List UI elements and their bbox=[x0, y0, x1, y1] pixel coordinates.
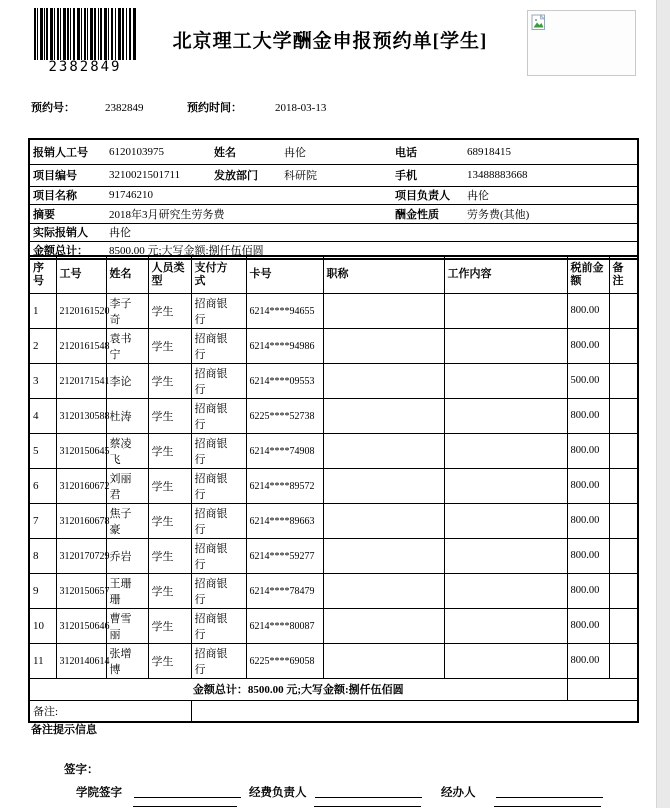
remark-value-cell bbox=[191, 700, 638, 722]
cell-job-title bbox=[323, 363, 444, 398]
cell-work-id: 3120170729 bbox=[56, 538, 106, 573]
cell-name: 曹雪丽 bbox=[106, 608, 148, 643]
cell-job-title bbox=[323, 538, 444, 573]
cell-job-title bbox=[323, 608, 444, 643]
summary-value: 2018年3月研究生劳务费 bbox=[106, 204, 392, 223]
cell-person-type: 学生 bbox=[148, 573, 191, 608]
cell-work-id: 3120140614 bbox=[56, 643, 106, 678]
actual-claimant-label: 实际报销人 bbox=[29, 223, 106, 241]
table-row bbox=[29, 328, 638, 363]
cell-seq: 8 bbox=[29, 538, 56, 573]
form-row bbox=[29, 204, 638, 223]
cell-card-number: 6214****80087 bbox=[246, 608, 323, 643]
reservation-number-value: 2382849 bbox=[105, 102, 144, 114]
cell-card-number: 6214****94655 bbox=[246, 293, 323, 328]
claimant-id-value: 6120103975 bbox=[106, 139, 211, 164]
cell-work-id: 3120160678 bbox=[56, 503, 106, 538]
reservation-number-label: 预约号： bbox=[31, 102, 75, 114]
cell-pretax-amount: 800.00 bbox=[567, 468, 609, 503]
cell-pretax-amount: 800.00 bbox=[567, 608, 609, 643]
phone-label: 电话 bbox=[392, 139, 464, 164]
payee-table-body bbox=[29, 293, 638, 678]
cell-remark bbox=[609, 608, 638, 643]
cell-person-type: 学生 bbox=[148, 433, 191, 468]
header-card-number: 卡号 bbox=[246, 256, 323, 293]
cell-remark bbox=[609, 503, 638, 538]
cell-remark bbox=[609, 643, 638, 678]
cell-name: 李论 bbox=[106, 363, 148, 398]
cell-pay-method: 招商银行 bbox=[191, 293, 246, 328]
issuing-dept-value: 科研院 bbox=[281, 164, 392, 186]
table-row bbox=[29, 608, 638, 643]
cell-work-id: 3120150646 bbox=[56, 608, 106, 643]
reservation-time-value: 2018-03-13 bbox=[275, 102, 327, 114]
name-value: 冉伦 bbox=[281, 139, 392, 164]
cell-seq: 9 bbox=[29, 573, 56, 608]
cell-seq: 2 bbox=[29, 328, 56, 363]
mobile-label: 手机 bbox=[392, 164, 464, 186]
cell-remark bbox=[609, 538, 638, 573]
signature-line-2 bbox=[494, 806, 601, 807]
cell-pay-method: 招商银行 bbox=[191, 328, 246, 363]
cell-name: 蔡凌飞 bbox=[106, 433, 148, 468]
table-row bbox=[29, 503, 638, 538]
cell-work-content bbox=[444, 328, 567, 363]
cell-person-type: 学生 bbox=[148, 538, 191, 573]
table-row bbox=[29, 538, 638, 573]
project-name-label: 项目名称 bbox=[29, 186, 106, 204]
cell-work-content bbox=[444, 643, 567, 678]
fund-leader-signature-label: 经费负责人 bbox=[249, 787, 307, 799]
cell-person-type: 学生 bbox=[148, 328, 191, 363]
form-row bbox=[29, 186, 638, 204]
signature-line-2 bbox=[133, 806, 237, 807]
cell-work-id: 2120161520 bbox=[56, 293, 106, 328]
header-job-title: 职称 bbox=[323, 256, 444, 293]
cell-card-number: 6214****78479 bbox=[246, 573, 323, 608]
cell-remark bbox=[609, 328, 638, 363]
table-row bbox=[29, 468, 638, 503]
header-seq: 序号 bbox=[29, 256, 56, 293]
cell-name: 袁书宁 bbox=[106, 328, 148, 363]
table-total-empty-cell bbox=[567, 678, 638, 700]
cell-person-type: 学生 bbox=[148, 643, 191, 678]
cell-pretax-amount: 800.00 bbox=[567, 328, 609, 363]
table-row bbox=[29, 398, 638, 433]
mobile-value: 13488883668 bbox=[464, 164, 638, 186]
table-row bbox=[29, 573, 638, 608]
cell-person-type: 学生 bbox=[148, 503, 191, 538]
cell-pretax-amount: 500.00 bbox=[567, 363, 609, 398]
broken-image-icon bbox=[531, 14, 547, 31]
project-leader-label: 项目负责人 bbox=[392, 186, 464, 204]
cell-person-type: 学生 bbox=[148, 468, 191, 503]
header-work-content: 工作内容 bbox=[444, 256, 567, 293]
barcode-number: 2382849 bbox=[48, 59, 122, 75]
cell-pay-method: 招商银行 bbox=[191, 398, 246, 433]
pay-nature-value: 劳务费(其他) bbox=[464, 204, 638, 223]
cell-work-id: 2120161548 bbox=[56, 328, 106, 363]
cell-job-title bbox=[323, 573, 444, 608]
total-amount-value: 8500.00 元;大写金额:捌仟伍佰圆 bbox=[106, 241, 638, 259]
claimant-id-label: 报销人工号 bbox=[29, 139, 106, 164]
cell-name: 乔岩 bbox=[106, 538, 148, 573]
cell-seq: 11 bbox=[29, 643, 56, 678]
table-row bbox=[29, 293, 638, 328]
cell-pay-method: 招商银行 bbox=[191, 538, 246, 573]
handler-signature-label: 经办人 bbox=[441, 787, 476, 799]
table-row bbox=[29, 643, 638, 678]
signature-line-2 bbox=[314, 806, 421, 807]
cell-pay-method: 招商银行 bbox=[191, 608, 246, 643]
name-label: 姓名 bbox=[211, 139, 281, 164]
cell-job-title bbox=[323, 398, 444, 433]
cell-seq: 7 bbox=[29, 503, 56, 538]
project-name-value: 91746210 bbox=[106, 186, 392, 204]
cell-work-id: 3120150657 bbox=[56, 573, 106, 608]
cell-card-number: 6225****52738 bbox=[246, 398, 323, 433]
cell-work-content bbox=[444, 468, 567, 503]
cell-name: 杜涛 bbox=[106, 398, 148, 433]
cell-seq: 5 bbox=[29, 433, 56, 468]
cell-work-content bbox=[444, 363, 567, 398]
cell-card-number: 6214****74908 bbox=[246, 433, 323, 468]
table-total-row bbox=[29, 678, 638, 700]
actual-claimant-value: 冉伦 bbox=[106, 223, 638, 241]
cell-job-title bbox=[323, 643, 444, 678]
cell-remark bbox=[609, 363, 638, 398]
cell-work-content bbox=[444, 608, 567, 643]
reservation-line bbox=[31, 99, 326, 115]
table-header-row bbox=[29, 256, 638, 293]
cell-name: 张增博 bbox=[106, 643, 148, 678]
cell-work-content bbox=[444, 538, 567, 573]
cell-work-id: 2120171541 bbox=[56, 363, 106, 398]
cell-pay-method: 招商银行 bbox=[191, 363, 246, 398]
header-name: 姓名 bbox=[106, 256, 148, 293]
cell-card-number: 6214****59277 bbox=[246, 538, 323, 573]
cell-pretax-amount: 800.00 bbox=[567, 573, 609, 608]
cell-remark bbox=[609, 573, 638, 608]
cell-work-content bbox=[444, 293, 567, 328]
header-pretax-amount: 税前金额 bbox=[567, 256, 609, 293]
cell-work-id: 3120150645 bbox=[56, 433, 106, 468]
cell-name: 王珊珊 bbox=[106, 573, 148, 608]
cell-pay-method: 招商银行 bbox=[191, 503, 246, 538]
college-signature-label: 学院签字 bbox=[76, 787, 122, 799]
cell-pretax-amount: 800.00 bbox=[567, 538, 609, 573]
table-row bbox=[29, 433, 638, 468]
cell-pretax-amount: 800.00 bbox=[567, 503, 609, 538]
cell-seq: 4 bbox=[29, 398, 56, 433]
cell-work-content bbox=[444, 398, 567, 433]
fund-leader-signature-line bbox=[315, 797, 422, 798]
signature-section-title: 签字： bbox=[64, 764, 99, 776]
cell-job-title bbox=[323, 433, 444, 468]
payee-table bbox=[28, 255, 639, 723]
cell-remark bbox=[609, 398, 638, 433]
cell-pretax-amount: 800.00 bbox=[567, 398, 609, 433]
cell-seq: 10 bbox=[29, 608, 56, 643]
summary-label: 摘要 bbox=[29, 204, 106, 223]
cell-card-number: 6214****89572 bbox=[246, 468, 323, 503]
total-amount-label: 金额总计： bbox=[29, 241, 106, 259]
remark-label: 备注: bbox=[29, 700, 191, 722]
page-title: 北京理工大学酬金申报预约单[学生] bbox=[172, 31, 488, 52]
project-leader-value: 冉伦 bbox=[464, 186, 638, 204]
cell-card-number: 6225****69058 bbox=[246, 643, 323, 678]
remark-hint-text: 备注提示信息 bbox=[31, 724, 97, 736]
header-person-type: 人员类型 bbox=[148, 256, 191, 293]
cell-job-title bbox=[323, 293, 444, 328]
cell-seq: 3 bbox=[29, 363, 56, 398]
cell-work-id: 3120130588 bbox=[56, 398, 106, 433]
reservation-time-label: 预约时间： bbox=[187, 102, 242, 114]
header-remark: 备注 bbox=[609, 256, 638, 293]
form-row bbox=[29, 139, 638, 164]
table-row bbox=[29, 363, 638, 398]
cell-pretax-amount: 800.00 bbox=[567, 643, 609, 678]
claim-info-table bbox=[28, 138, 639, 260]
form-row bbox=[29, 164, 638, 186]
cell-seq: 1 bbox=[29, 293, 56, 328]
issuing-dept-label: 发放部门 bbox=[211, 164, 281, 186]
cell-card-number: 6214****09553 bbox=[246, 363, 323, 398]
cell-person-type: 学生 bbox=[148, 398, 191, 433]
cell-seq: 6 bbox=[29, 468, 56, 503]
cell-card-number: 6214****94986 bbox=[246, 328, 323, 363]
cell-job-title bbox=[323, 468, 444, 503]
header-work-id: 工号 bbox=[56, 256, 106, 293]
cell-pretax-amount: 800.00 bbox=[567, 433, 609, 468]
cell-pay-method: 招商银行 bbox=[191, 433, 246, 468]
cell-name: 李子奇 bbox=[106, 293, 148, 328]
cell-pay-method: 招商银行 bbox=[191, 643, 246, 678]
table-remark-row bbox=[29, 700, 638, 722]
cell-work-content bbox=[444, 573, 567, 608]
cell-work-content bbox=[444, 433, 567, 468]
college-signature-line bbox=[134, 797, 241, 798]
cell-job-title bbox=[323, 328, 444, 363]
cell-name: 焦子豪 bbox=[106, 503, 148, 538]
phone-value: 68918415 bbox=[464, 139, 638, 164]
cell-work-content bbox=[444, 503, 567, 538]
handler-signature-line bbox=[496, 797, 603, 798]
project-no-label: 项目编号 bbox=[29, 164, 106, 186]
cell-pretax-amount: 800.00 bbox=[567, 293, 609, 328]
cell-work-id: 3120160672 bbox=[56, 468, 106, 503]
cell-pay-method: 招商银行 bbox=[191, 573, 246, 608]
table-total-text: 金额总计：8500.00 元;大写金额:捌仟伍佰圆 bbox=[29, 678, 567, 700]
cell-card-number: 6214****89663 bbox=[246, 503, 323, 538]
cell-pay-method: 招商银行 bbox=[191, 468, 246, 503]
header-pay-method: 支付方式 bbox=[191, 256, 246, 293]
image-placeholder-box bbox=[527, 10, 636, 76]
pay-nature-label: 酬金性质 bbox=[392, 204, 464, 223]
cell-name: 刘丽君 bbox=[106, 468, 148, 503]
project-no-value: 3210021501711 bbox=[106, 164, 211, 186]
form-row bbox=[29, 223, 638, 241]
cell-job-title bbox=[323, 503, 444, 538]
cell-remark bbox=[609, 468, 638, 503]
cell-person-type: 学生 bbox=[148, 608, 191, 643]
cell-person-type: 学生 bbox=[148, 293, 191, 328]
cell-person-type: 学生 bbox=[148, 363, 191, 398]
cell-remark bbox=[609, 433, 638, 468]
cell-remark bbox=[609, 293, 638, 328]
